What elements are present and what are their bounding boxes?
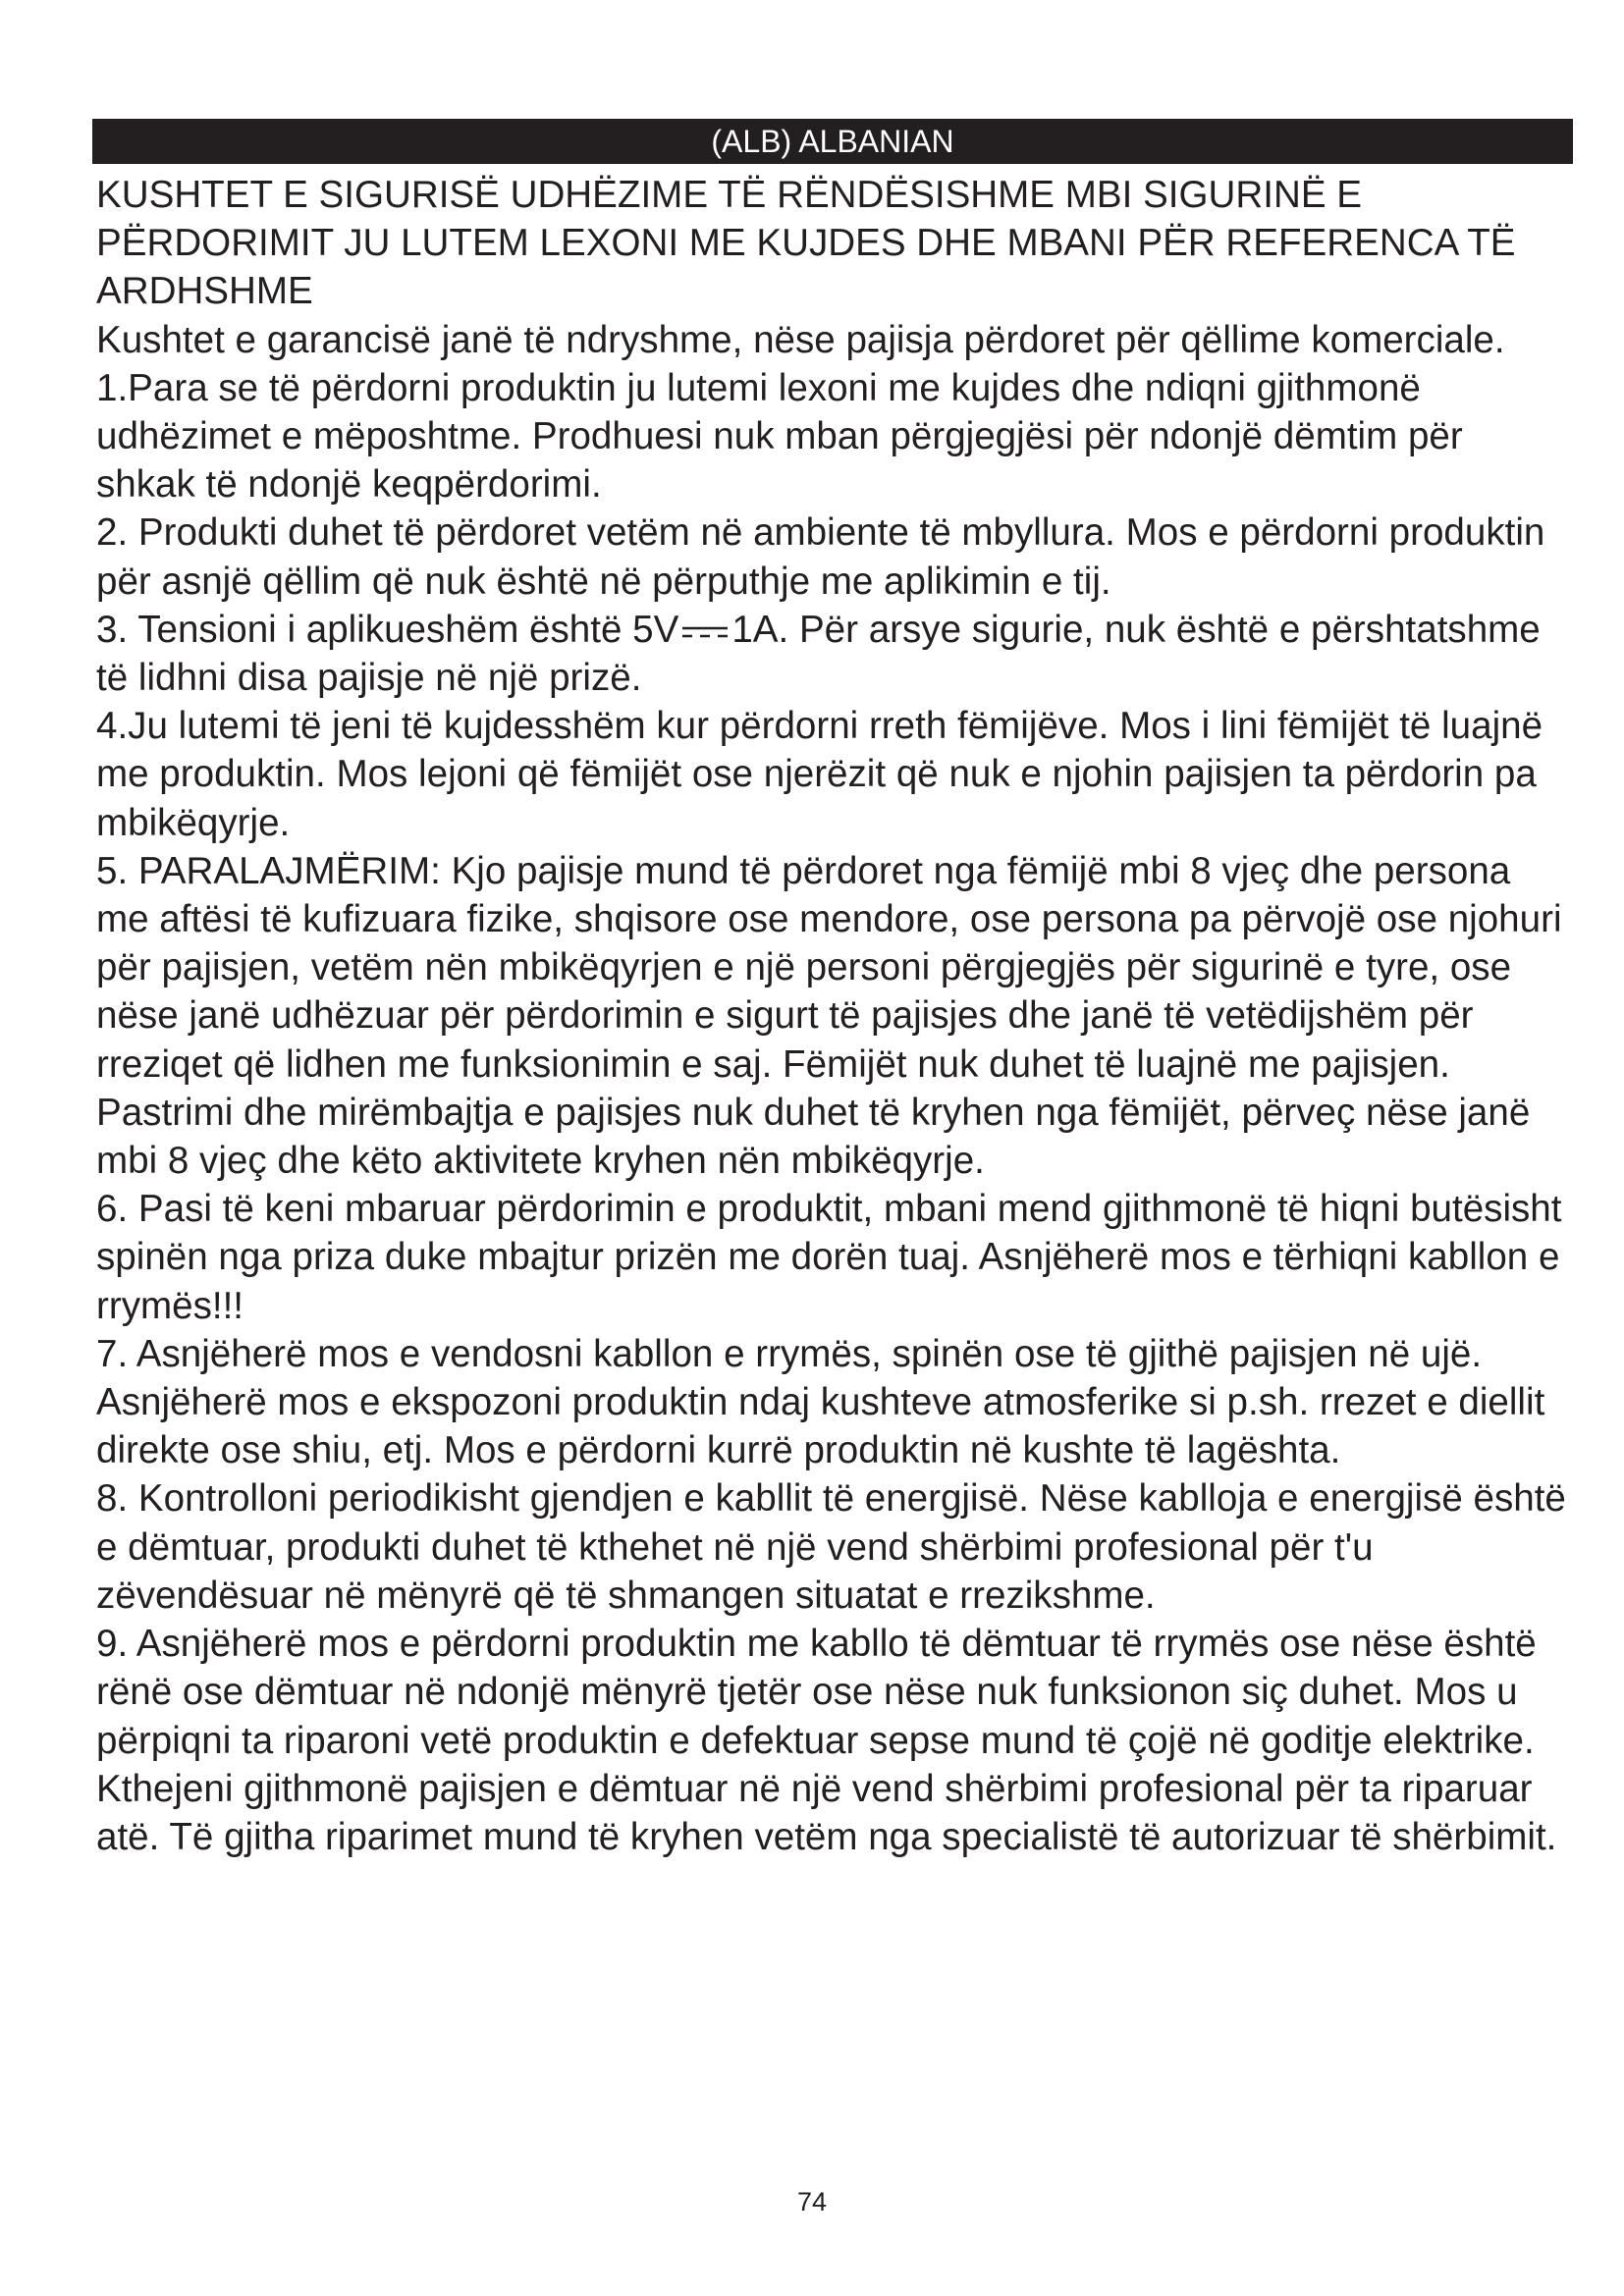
instruction-2: 2. Produkti duhet të përdoret vetëm në ambiente të mbyllura. Mos e përdorni produktin për asnjë qëllim që nuk është në përputhje me aplikimin e tij. [96, 511, 1545, 603]
instruction-8: 8. Kontrolloni periodikisht gjendjen e kabllit të energjisë. Nëse kablloja e energjisë është e dëmtuar, produkti duhet të kthehet në një vend shërbimi profesional për t'u zëvendësuar në mënyrë që të shmangen situatat e rrezikshme. [96, 1477, 1566, 1617]
warranty-note: Kushtet e garancisë janë të ndryshme, nëse pajisja përdoret për qëllime komerciale. [96, 318, 1505, 361]
page-number: 74 [796, 2187, 828, 2216]
language-header-bar [92, 119, 1573, 164]
instruction-3-rest: 1A. Për arsye sigurie, nuk është e përshtatshme të lidhni disa pajisje në një prizë. [96, 608, 1541, 700]
instruction-4: 4.Ju lutemi të jeni të kujdesshëm kur përdorni rreth fëmijëve. Mos i lini fëmijët të luajnë me produktin. Mos lejoni që fëmijët ose njerëzit që nuk e njohin pajisjen ta përdorin pa mbikëqyrje. [96, 705, 1543, 844]
instruction-3-voltage: 3. Tensioni i aplikueshëm është 5V [96, 608, 679, 651]
instruction-1: 1.Para se të përdorni produktin ju lutemi lexoni me kujdes dhe ndiqni gjithmonë udhëzimet e mëposhtme. Prodhuesi nuk mban përgjegjësi për ndonjë dëmtim për shkak të ndonjë keqpërdorimi. [96, 366, 1463, 507]
instruction-5: 5. PARALAJMËRIM: Kjo pajisje mund të përdoret nga fëmijë mbi 8 vjeç dhe persona me aftësi të kufizuara fizike, shqisore ose mendore, ose persona pa përvojë ose njohuri për pajisjen, vetëm nën mbikëqyrjen e një personi përgjegjës për sigurinë e tyre, ose nëse janë udhëzuar për përdorimin e sigurt të pajisjes dhe janë të vetëdijshëm për rreziqet që lidhen me funksionimin e saj. Fëmijët nuk duhet të luajnë me pajisjen. Pastrimi dhe mirëmbajtja e pajisjes nuk duhet të kryhen nga fëmijët, përveç nëse janë mbi 8 vjeç dhe këto aktivitete kryhen nën mbikëqyrje. [96, 849, 1562, 1183]
language-label: (ALB) ALBANIAN [711, 124, 954, 159]
instruction-3 [96, 606, 1569, 702]
safety-instructions [96, 171, 1569, 1861]
dc-current-icon [680, 622, 730, 642]
instruction-6: 6. Pasi të keni mbaruar përdorimin e produktit, mbani mend gjithmonë të hiqni butësisht spinën nga priza duke mbajtur prizën me dorën tuaj. Asnjëherë mos e tërhiqni kabllon e rrymës!!! [96, 1188, 1562, 1327]
instruction-9: 9. Asnjëherë mos e përdorni produktin me kabllo të dëmtuar të rrymës ose nëse është rënë ose dëmtuar në ndonjë mënyrë tjetër ose nëse nuk funksionon siç duhet. Mos u përpiqni ta riparoni vetë produktin e defektuar sepse mund të çojë në goditje elektrike. Kthejeni gjithmonë pajisjen e dëmtuar në një vend shërbimi profesional për ta riparuar atë. Të gjitha riparimet mund të kryhen vetëm nga specialistë të autorizuar të shërbimit. [96, 1623, 1557, 1858]
instruction-7: 7. Asnjëherë mos e vendosni kabllon e rrymës, spinën ose të gjithë pajisjen në ujë. Asnjëherë mos e ekspozoni produktin ndaj kushteve atmosferike si p.sh. rrezet e diellit direkte ose shiu, etj. Mos e përdorni kurrë produktin në kushte të lagështa. [96, 1332, 1545, 1472]
section-title: KUSHTET E SIGURISË UDHËZIME TË RËNDËSISHME MBI SIGURINË E PËRDORIMIT JU LUTEM LEXONI ME KUJDES DHE MBANI PËR REFERENCA TË ARDHSHME [96, 174, 1516, 313]
